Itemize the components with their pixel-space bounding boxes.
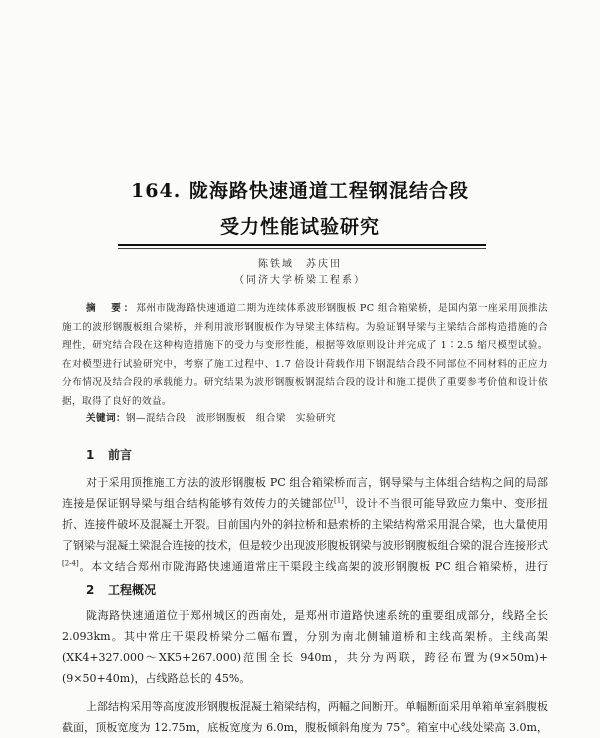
section-heading-overview bbox=[86, 581, 156, 598]
affiliation: （同济大学桥梁工程系） bbox=[234, 275, 366, 286]
abstract bbox=[62, 300, 548, 411]
abstract-text: 郑州市陇海路快速通道二期为连续体系波形钢腹板 PC 组合箱梁桥，是国内第一座采用顶推法施工的波形钢腹板组合梁桥，并利用波形钢腹板作为导梁主体结构。为验证钢导梁与主梁结合部构造措施的合理性，研究结合段在这种构造措施下的受力与变形性能，根据等效原则设计并完成了 1∶2.5 缩尺模型试验。在对模型进行试验研究中，考察了施工过程中、1.7 倍设计荷载作用下钢混结合段不同部位不同材料的正应力分布情况及结合段的承载能力。研究结果为波形钢腹板钢混结合段的设计和施工提供了重要参考价值和设计依据，取得了良好的效益。 bbox=[62, 303, 549, 407]
section-1-paragraph bbox=[62, 472, 548, 578]
keywords bbox=[86, 410, 546, 424]
section-heading-intro bbox=[86, 446, 132, 463]
section-title: 前言 bbox=[108, 448, 133, 462]
paper-title-line2: 受力性能试验研究 bbox=[219, 216, 380, 238]
title-rule bbox=[118, 244, 486, 246]
section-2-paragraph-2: 上部结构采用等高度波形钢腹板混凝土箱梁结构，两幅之间断开。单幅断面采用单箱单室斜腹板截面，顶板宽度为 12.75m，底板宽度为 6.0m，腹板倾斜角度为 75°。箱室中心线处梁高 3.0m， bbox=[62, 700, 548, 734]
section-2-paragraph-1: 陇海路快速通道位于郑州城区的西南处，是郑州市道路快速系统的重要组成部分，线路全长 2.093km。其中常庄干渠段桥梁分二幅布置，分别为南北侧辅道桥和主线高架桥。主线高架(XK4+327.000～XK5+267.000)范围全长 940m，共分为两联，跨径布置为(9×50m)+(9×50+40m)，占线路总长的 45%。 bbox=[62, 609, 548, 685]
keywords-label: 关键词： bbox=[86, 413, 126, 424]
title-rule-thin bbox=[118, 248, 486, 249]
section-number: 1 bbox=[86, 448, 95, 462]
citation-ref: [2-4] bbox=[62, 559, 79, 568]
section-title: 工程概况 bbox=[108, 583, 157, 597]
citation-ref: [1] bbox=[334, 496, 344, 505]
keywords-text: 钢—混结合段 波形钢腹板 组合梁 实验研究 bbox=[125, 413, 336, 424]
authors: 陈铁域 苏庆田 bbox=[258, 259, 342, 270]
paper-title-line1: 164. 陇海路快速通道工程钢混结合段 bbox=[131, 180, 469, 202]
abstract-label: 摘 要： bbox=[86, 303, 137, 314]
paragraph-text: 对于采用顶推施工方法的波形钢腹板 PC 组合箱梁桥而言，钢导梁与主体组合结构之间的局部连接是保证钢导梁与组合结构能够有效传力的关键部位[1]，设计不当很可能导致应力集中、变形扭折、连接件破坏及混凝土开裂。目前国内外的斜拉桥和悬索桥的主梁结构常采用混合梁，也大量使用了钢梁与混凝土梁混合连接的技术，但是较少出现波形腹板钢梁与波形钢腹板组合梁的混合连接形式[2-4]。本文结合郑州市陇海路快速通道常庄干渠段主线高架的波形钢腹板 PC 组合箱梁桥，进行 bbox=[62, 476, 548, 573]
section-number: 2 bbox=[86, 583, 95, 597]
